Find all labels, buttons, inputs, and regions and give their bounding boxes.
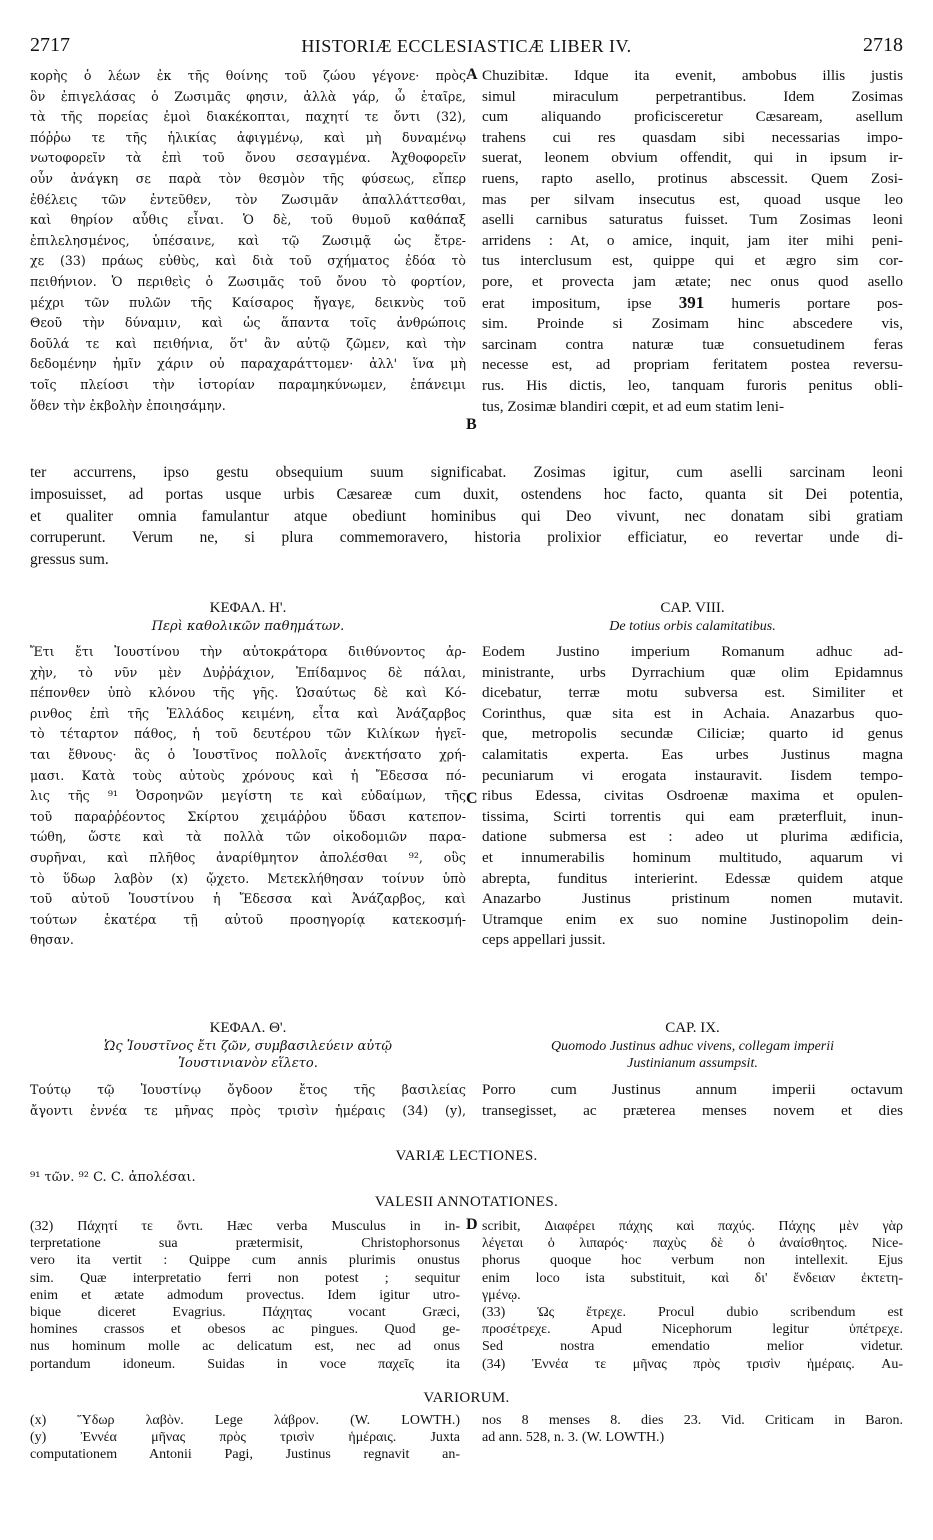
latin-continuation (30, 462, 903, 571)
latin-line: abrepta, funditus interierint. Edessæ quidem atque (482, 869, 903, 887)
latin-line: tus interclusum est, quippe qui et ægro sim cor- (482, 252, 903, 270)
greek-line: κορὴς ὁ λέων ἐκ τῆς θοίνης τοῦ ζώου γέγονε· πρὸς (30, 68, 466, 83)
greek-line: Τούτῳ τῷ Ἰουστίνῳ ὄγδοον ἔτος τῆς βασιλείας (30, 1082, 466, 1097)
right-page-number: 2718 (863, 34, 903, 56)
greek-line: ὅθεν τὴν ἐκβολὴν ἐποιησάμην. (30, 397, 226, 413)
annotation-line: computationem Antonii Pagi, Justinus regnavit an- (30, 1447, 460, 1463)
greek-line: συρῆναι, καὶ πλῆθος ἀναρίθμητον ἀπολέσθαι ⁹², οὓς (30, 849, 466, 865)
latin-line: tissima, Scirti torrentis qui eam præterfluit, inun- (482, 807, 903, 825)
latin-line: rus. His dictis, leo, tanquam furoris penitus obli- (482, 376, 903, 394)
greek-line: ἐπιλελησμένος, ὑπέσαινε, καὶ τῷ Ζωσιμᾷ ὡς ἔτρε- (30, 232, 466, 248)
chapter-8-latin-title: CAP. VIII. (660, 600, 725, 616)
chapter-9-latin-subtitle: Justinianum assumpsit. (627, 1056, 758, 1071)
greek-line: νωτοφορεῖν τὰ ἐπὶ τοῦ ὄνου σεσαγμένα. Ἀχθοφορεῖν (30, 150, 466, 166)
greek-line: πόῤῥω τε τῆς ἡλικίας ἀφιγμένῳ, καὶ μὴ δυναμένῳ (30, 129, 466, 145)
margin-marker-b: B (466, 416, 477, 433)
valesii-notes-right (482, 1218, 903, 1373)
greek-line: τούτων ἑκατέρα τῇ αὐτοῦ προσηγορίᾳ κατεκοσμή- (30, 911, 466, 927)
annotation-line: homines crassos et obesos ac pingues. Quod ge- (30, 1322, 460, 1338)
latin-line: tus, Zosimæ blandiri cœpit, et ad eum statim leni- (482, 397, 785, 415)
valesii-notes-left (30, 1218, 460, 1373)
variae-lectiones-heading: VARIÆ LECTIONES. (395, 1148, 538, 1164)
greek-line: ἐθέλεις τῶν ἐντεῦθεν, τὸν Ζωσιμᾶν ἀπαλλάττεσθαι, (30, 191, 466, 207)
annotation-line: scribit, Διαφέρει πάχης καὶ παχύς. Πάχης μὲν γὰρ (482, 1219, 903, 1234)
latin-text-top (482, 66, 903, 417)
chapter-8-latin (482, 598, 903, 951)
greek-line: Ἔτι ἔτι Ἰουστίνου τὴν αὐτοκράτορα διιθύνοντος ἀρ- (30, 644, 466, 659)
annotation-line: προσέτρεχε. Apud Nicephorum legitur ὑπέτρεχε. (482, 1322, 903, 1338)
chapter-9-latin-subtitle: Quomodo Justinus adhuc vivens, collegam imperii (550, 1039, 835, 1054)
latin-full-line: imposuisset, ad portas usque urbis Cæsareæ cum duxit, ostendens hoc facto, quanta sit Dei potentia, (30, 485, 903, 503)
annotation-line: (34) Ἐννέα τε μῆνας πρὸς τρισὶν ἡμέραις. Au- (482, 1356, 903, 1372)
latin-line: Utramque enim ex suo nomine Justinopolim dein- (482, 910, 903, 928)
latin-line: ruens, rapto asello, protinus abscessit. Quem Zosi- (482, 169, 903, 187)
chapter-8-greek-subtitle: Περὶ καθολικῶν παθημάτων. (151, 619, 345, 634)
annotation-line: (32) Πάχητί τε ὄντι. Hæc verba Musculus in in- (30, 1219, 460, 1234)
greek-line: μασι. Κατὰ τοὺς αὐτοὺς χρόνους καὶ ἡ Ἔδεσσα πό- (30, 767, 466, 783)
latin-line: cum aliquando proficisceretur Cæsaream, asellum (482, 108, 903, 126)
chapter-9-greek-title: ΚΕΦΑΛ. Θ'. (209, 1020, 287, 1036)
latin-full-line: et qualiter omnia famulantur atque obediunt hominibus qui Deo vivunt, nec donatam sibi gratiam (30, 507, 903, 525)
greek-text-top (30, 66, 466, 416)
latin-line: ribus Edessa, civitas Osdroenæ maxima et opulen- (482, 787, 903, 805)
latin-line: trahens cui res quasdam sibi necessarias impo- (482, 128, 903, 146)
latin-line: erat impositum, ipse 391 humeris portare pos- (482, 292, 903, 312)
greek-line: ται ἔθνους· ἃς ὁ Ἰουστῖνος πολλοῖς ἀνεκτήσατο χρή- (30, 746, 466, 762)
latin-line: Chuzibitæ. Idque ita evenit, ambobus illis justis (482, 67, 903, 84)
chapter-8-latin-subtitle: De totius orbis calamitatibus. (609, 619, 776, 634)
annotation-line: terpretatione sua prætermisit, Christophorsonus (30, 1236, 460, 1252)
latin-full-line: ter accurrens, ipso gestu obsequium suum significabat. Zosimas igitur, cum aselli sarcinam leoni (30, 464, 903, 481)
valesii-heading: VALESII ANNOTATIONES. (374, 1194, 559, 1210)
annotation-line: bique diceret Evagrius. Πάχητας vocant Græci, (30, 1305, 460, 1321)
annotation-line: enim et ætate admodum provectus. Idem igitur utro- (30, 1287, 460, 1303)
greek-line: πειθήνιον. Ὁ περιθεὶς ὁ Ζωσιμᾶς τοῦ ὄνου τὸ φορτίον, (30, 273, 466, 289)
chapter-9-latin (482, 1018, 903, 1121)
running-header (30, 34, 903, 60)
latin-line: ministrante, urbs Dyrrachium quæ olim Epidamnus (482, 663, 903, 681)
annotation-line: (33) Ὡς ἔτρεχε. Procul dubio scribendum est (482, 1305, 903, 1321)
chapter-8-greek-title: ΚΕΦΑΛ. Η'. (209, 600, 287, 616)
latin-line: simul miraculum perpetrantibus. Idem Zosimas (482, 87, 903, 105)
greek-line: οὖν ἀνάγκη σε παρὰ τὸν θεσμὸν τῆς φύσεως, εἴπερ (30, 170, 466, 186)
chapter-9-latin-title: CAP. IX. (665, 1020, 720, 1036)
latin-line: calamitatis experta. Eas urbes Justinus magna (482, 745, 903, 763)
latin-line: sim. Proinde si Zosimam hinc abscedere vis, (482, 315, 903, 333)
margin-marker-c: C (466, 790, 478, 807)
latin-line: Eodem Justino imperium Romanum adhuc ad- (482, 643, 903, 660)
left-page-number: 2717 (30, 34, 70, 56)
annotation-line: phorus quoque hoc verbum non intellexit. Ejus (482, 1253, 903, 1269)
latin-line: Anazarbo Justinus pristinum nomen mutavit. (482, 890, 903, 908)
annotation-line: enim loco ista substituit, καὶ δι' ἔνδειαν ἐκτετη- (482, 1270, 903, 1286)
greek-line: ρινθος ἐπὶ τῆς Ἑλλάδος κειμένη, εἶτα καὶ Ἀνάζαρβος (30, 705, 466, 721)
greek-line: θησαν. (30, 932, 74, 948)
chapter-8-greek (30, 598, 466, 951)
greek-line: ὃν ἐπιγελάσας ὁ Ζωσιμᾶς φησιν, ἀλλὰ γάρ, ὦ ἑταῖρε, (30, 88, 466, 104)
latin-line: datione submersa est : adeo ut plurima ædificia, (482, 828, 903, 846)
greek-line: ἄγοντι ἐννέα τε μῆνας πρὸς τρισὶν ἡμέραις (34) (y), (30, 1102, 466, 1118)
chapter-9-greek (30, 1018, 466, 1121)
greek-line: τοῦ παραῤῥέοντος Σκίρτου χειμάῤῥου ὕδασι κατεπον- (30, 808, 466, 824)
latin-line: Corinthus, quæ sita est in Achaia. Anazarbus quo- (482, 704, 903, 722)
greek-line: τοῦ αὐτοῦ Ἰουστίνου ἡ Ἔδεσσα καὶ Ἀνάζαρβος, καὶ (30, 891, 466, 907)
greek-line: τώθη, ὥστε καὶ τὰ πολλὰ τῶν οἰκοδομιῶν παρα- (30, 829, 466, 845)
greek-line: μέχρι τῶν πυλῶν τῆς Καίσαρος ἤγαγε, δεικνὺς τοῦ (30, 294, 466, 310)
greek-line: δοῦλά τε καὶ πειθήνια, ὅτ' ἂν αὐτῷ ζῶμεν, καὶ τὴν (30, 335, 466, 351)
variorum-heading: VARIORUM. (423, 1390, 510, 1406)
latin-line: suerat, leonem obvium offendit, qui in ipsum ir- (482, 149, 903, 167)
latin-line: aselli carnibus saturatus fuisset. Tum Zosimas leoni (482, 211, 903, 229)
annotation-line: ad ann. 528, n. 3. (W. LOWTH.) (482, 1430, 665, 1446)
greek-line: λις τῆς ⁹¹ Ὀσροηνῶν μεγίστη τε καὶ εὐδαίμων, τῆς (30, 788, 466, 804)
latin-line: Porro cum Justinus annum imperii octavum (482, 1081, 903, 1098)
greek-line: Θεοῦ τὴν δύναμιν, καὶ ὡς ἅπαντα τοῖς ἀνθρώποις (30, 315, 466, 331)
latin-line: pore, et provecta jam ætate; nec onus quod asello (482, 272, 903, 290)
latin-line: pecuniarum vi erogata instauravit. Iisdem tempo- (482, 766, 903, 784)
greek-line: καὶ θηρίον αὖθις εἶναι. Ὁ δὲ, τοῦ θυμοῦ καθάπαξ (30, 212, 466, 228)
latin-line: et innumerabilis hominum multitudo, aquarum vi (482, 848, 903, 866)
variorum-notes-right (482, 1412, 903, 1446)
latin-full-line: gressus sum. (30, 551, 109, 569)
margin-marker-d: D (466, 1216, 478, 1233)
latin-line-rest: humeris portare pos- (731, 294, 903, 312)
annotation-line: (y) Ἐννέα μῆνας πρὸς τρισὶν ἡμέραις. Juxta (30, 1430, 460, 1446)
latin-line: ceps appellari jussit. (482, 931, 606, 949)
greek-line: δεδομένην ἡμῖν χάριν οὐ παραχαράττομεν· ἀλλ' ἵνα μὴ (30, 356, 466, 372)
greek-line: χὴν, τὸ νῦν μὲν Δυῤῥάχιον, Ἐπίδαμνος δὲ πάλαι, (30, 664, 466, 680)
annotation-line: sim. Quæ interpretatio ferri non potest ; sequitur (30, 1270, 460, 1286)
annotation-line: vero ita vertit : Quippe cum annis plurimis onustus (30, 1253, 460, 1269)
latin-full-line: corruperunt. Verum ne, si plura commemoravero, historia prolixior efficiatur, eo revertar unde di- (30, 529, 903, 547)
annotation-line: λέγεται ὁ λιπαρός· παχὺς δὲ ὁ ἀναίσθητος. Nice- (482, 1236, 903, 1252)
greek-line: τοῖς πλείοσι τὴν ἱστορίαν παραμηκύνωμεν, ἐπάνειμι (30, 376, 466, 392)
variorum-notes-left (30, 1412, 460, 1464)
chapter-9-greek-subtitle: Ὡς Ἰουστῖνος ἔτι ζῶν, συμβασιλεύειν αὐτῷ (104, 1039, 392, 1054)
latin-line: arridens : At, o amice, inquit, jam iter mihi peni- (482, 231, 903, 249)
running-title: HISTORIÆ ECCLESIASTICÆ LIBER IV. (301, 36, 632, 56)
latin-line: transegisset, ac præterea menses novem et dies (482, 1101, 903, 1119)
greek-line: τὸ τέταρτον πάθος, ἡ τοῦ δευτέρου τῶν Κιλίκων ἡγεῖ- (30, 726, 466, 742)
annotation-line: nus hominum molle ac delicatum est, nec ad onus (30, 1339, 460, 1355)
annotation-line: Sed nostra emendatio melior videtur. (482, 1339, 903, 1355)
annotation-line: γμένῳ. (482, 1287, 521, 1303)
annotation-line: portandum idoneum. Suidas in voce παχεῖς ita (30, 1356, 460, 1372)
margin-marker-a: A (466, 66, 478, 83)
page-stamp-number: 391 (651, 292, 732, 312)
chapter-9-greek-subtitle: Ἰουστινιανὸν εἵλετο. (178, 1056, 318, 1071)
greek-line: τὸ ὕδωρ λαβὸν (x) ᾤχετο. Μετεκλήθησαν τοίνυν ὑπὸ (30, 870, 466, 886)
latin-line: que, metropolis secundæ Ciliciæ; quarto id genus (482, 725, 903, 743)
latin-line: sarcinam contra naturæ tuæ consuetudinem feras (482, 335, 903, 353)
greek-line: τὰ τῆς πορείας ἐμοὶ διακέκοπται, παχητί τε ὄντι (32), (30, 109, 466, 125)
annotation-line: nos 8 menses 8. dies 23. Vid. Criticam in Baron. (482, 1413, 903, 1428)
latin-line: dicebatur, terræ motu subversa est. Similiter et (482, 684, 903, 702)
greek-line: πέπονθεν ὑπὸ κλόνου τῆς γῆς. Ὡσαύτως δὲ καὶ Κό- (30, 685, 466, 701)
greek-line: χε (33) πράως εὐθὺς, καὶ διὰ τοῦ σχήματος ἐδόα τὸ (30, 253, 466, 269)
variae-lectiones-text: ⁹¹ τῶν. ⁹² C. C. ἀπολέσαι. (30, 1170, 196, 1185)
latin-line: mas per silvam insecutus est, quoad usque leo (482, 190, 903, 208)
latin-line: necesse est, ad propriam feritatem postea reversu- (482, 356, 903, 374)
annotation-line: (x) Ὕδωρ λαβὸν. Lege λάβρον. (W. LOWTH.) (30, 1413, 460, 1428)
